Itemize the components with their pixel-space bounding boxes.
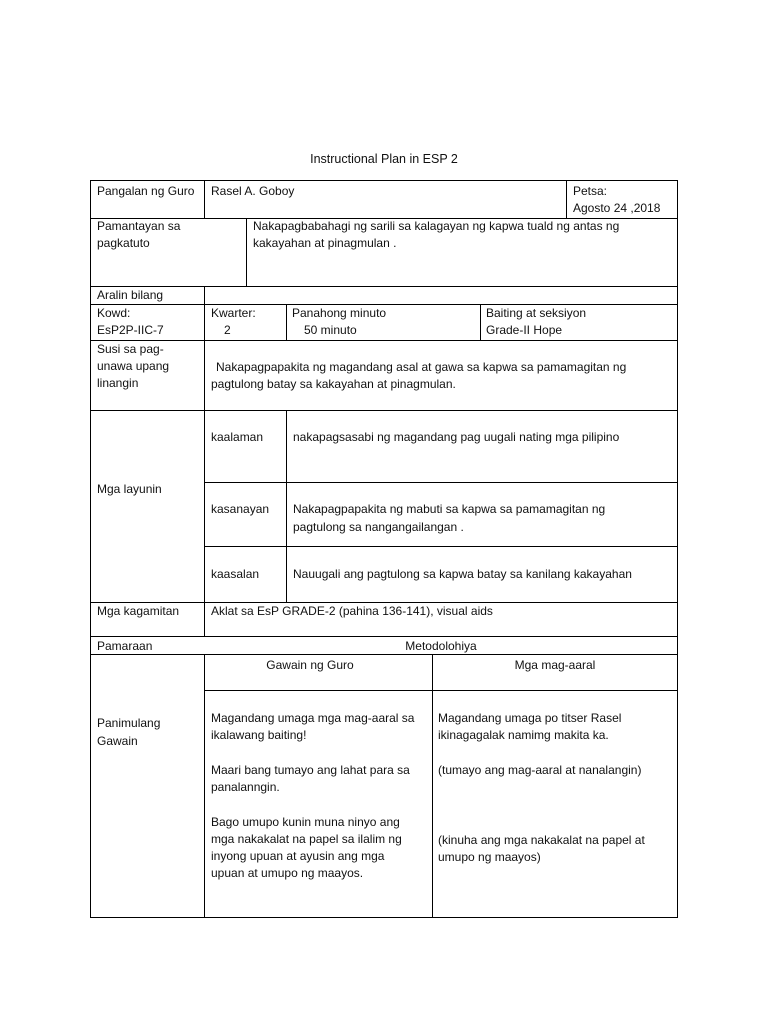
- teacher-line: Magandang umaga mga mag-aaral sa: [211, 711, 415, 725]
- student-line: Magandang umaga po titser Rasel: [438, 711, 622, 725]
- student-line: ikinagagalak namimg makita ka.: [438, 728, 609, 742]
- activity-section-label: Panimulang: [97, 716, 161, 730]
- objective-text: Nauugali ang pagtulong sa kapwa batay sa kanilang kakayahan: [293, 567, 632, 581]
- teacher-line: Maari bang tumayo ang lahat para sa: [211, 763, 410, 777]
- grade-section-value: Grade-II Hope: [486, 323, 563, 337]
- key-understanding-label: linangin: [97, 376, 139, 390]
- teacher-line: upuan at umupo ng maayos.: [211, 866, 364, 880]
- time-label: Panahong minuto: [292, 306, 387, 320]
- row-divider: [204, 482, 678, 483]
- teacher-name-value: Rasel A. Goboy: [211, 184, 295, 198]
- quarter-label: Kwarter:: [211, 306, 256, 320]
- column-divider: [286, 304, 287, 340]
- row-divider: [90, 286, 678, 287]
- activity-section-label: Gawain: [97, 734, 138, 748]
- column-divider: [204, 286, 205, 636]
- column-divider: [204, 180, 205, 218]
- key-understanding-label: unawa upang: [97, 359, 170, 373]
- quarter-value: 2: [224, 323, 231, 337]
- teacher-line: ikalawang baiting!: [211, 728, 307, 742]
- key-understanding-value: Nakapagpapakita ng magandang asal at gawa sa kapwa sa pamamagitan ng: [216, 360, 627, 374]
- teacher-line: inyong upuan at ayusin ang mga: [211, 849, 385, 863]
- materials-value: Aklat sa EsP GRADE-2 (pahina 136-141), visual aids: [211, 604, 493, 618]
- materials-label: Mga kagamitan: [97, 604, 180, 618]
- objective-text: nakapagsasabi ng magandang pag uugali nating mga pilipino: [293, 430, 620, 444]
- student-line: (kinuha ang mga nakakalat na papel at: [438, 833, 645, 847]
- column-divider: [204, 654, 205, 918]
- standard-value: kakayahan at pinagmulan .: [253, 236, 397, 250]
- student-line: umupo ng maayos): [438, 850, 541, 864]
- column-divider: [432, 654, 433, 918]
- date-label: Petsa:: [573, 184, 608, 198]
- student-line: (tumayo ang mag-aaral at nanalangin): [438, 763, 642, 777]
- row-divider: [204, 546, 678, 547]
- time-value: 50 minuto: [304, 323, 357, 337]
- standard-label: Pamantayan sa: [97, 219, 181, 233]
- date-value: Agosto 24 ,2018: [573, 201, 661, 215]
- row-divider: [90, 636, 678, 637]
- methodology-heading: Metodolohiya: [405, 639, 477, 653]
- column-divider: [246, 218, 247, 286]
- standard-value: Nakapagbabahagi ng sarili sa kalagayan ng kapwa tuald ng antas ng: [253, 219, 620, 233]
- key-understanding-label: Susi sa pag-: [97, 342, 164, 356]
- teacher-line: panalanngin.: [211, 780, 280, 794]
- objective-domain-knowledge: kaalaman: [211, 430, 264, 444]
- row-divider: [204, 690, 678, 691]
- plan-table: [90, 180, 678, 918]
- lesson-number-label: Aralin bilang: [97, 288, 164, 302]
- standard-label: pagkatuto: [97, 236, 150, 250]
- column-divider: [286, 410, 287, 602]
- teacher-line: Bago umupo kunin muna ninyo ang: [211, 815, 400, 829]
- objective-text: Nakapagpapakita ng mabuti sa kapwa sa pamamagitan ng: [293, 502, 606, 516]
- objectives-label: Mga layunin: [97, 482, 162, 496]
- column-divider: [480, 304, 481, 340]
- teacher-name-label: Pangalan ng Guro: [97, 184, 195, 198]
- objective-text: pagtulong sa nangangailangan .: [293, 520, 464, 534]
- teacher-activity-header: Gawain ng Guro: [266, 658, 354, 672]
- row-divider: [90, 340, 678, 341]
- column-divider: [566, 180, 567, 218]
- row-divider: [90, 410, 678, 411]
- objective-domain-skill: kasanayan: [211, 502, 270, 516]
- key-understanding-value: pagtulong batay sa kakayahan at pinagmulan.: [211, 377, 456, 391]
- student-activity-header: Mga mag-aaral: [514, 658, 596, 672]
- document-title: Instructional Plan in ESP 2: [310, 152, 458, 166]
- procedure-label: Pamaraan: [97, 639, 153, 653]
- code-value: EsP2P-IIC-7: [97, 323, 164, 337]
- code-label: Kowd:: [97, 306, 131, 320]
- objective-domain-attitude: kaasalan: [211, 567, 260, 581]
- grade-section-label: Baiting at seksiyon: [486, 306, 587, 320]
- teacher-line: mga nakakalat na papel sa ilalim ng: [211, 832, 402, 846]
